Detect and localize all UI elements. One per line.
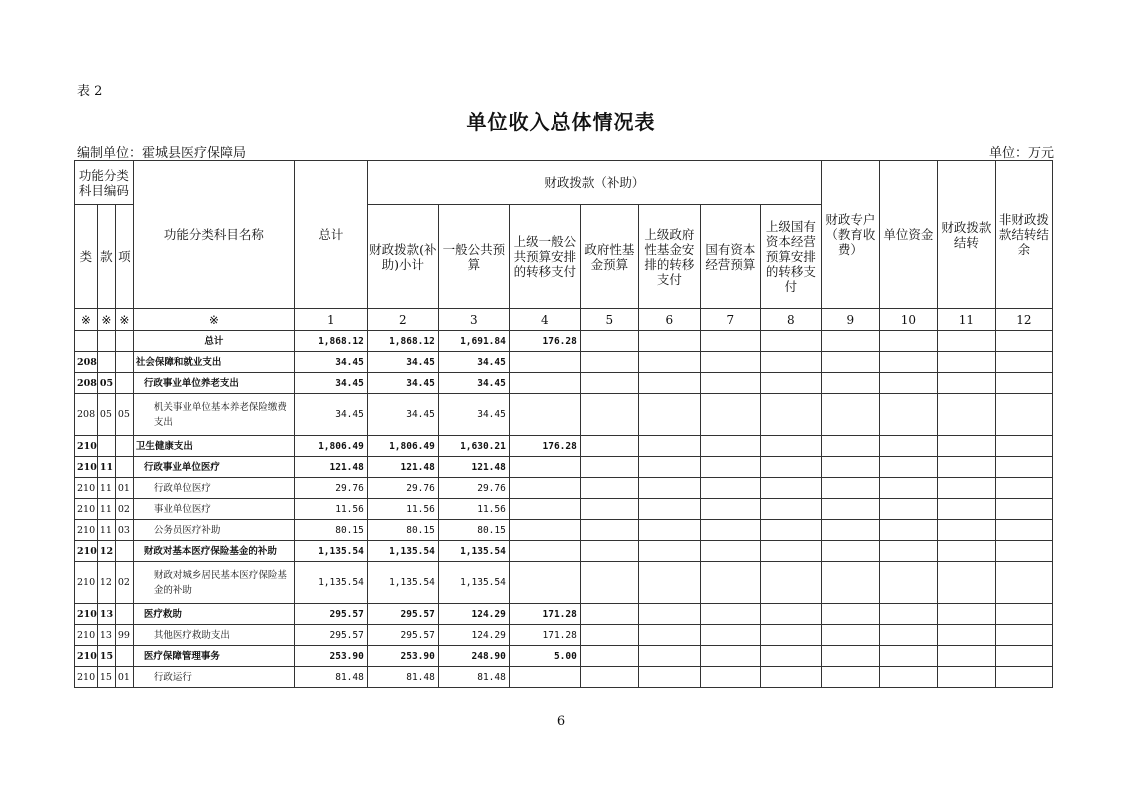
kuan-cell: 11 <box>97 520 115 541</box>
empty-cell <box>580 478 638 499</box>
page-title: 单位收入总体情况表 <box>466 110 656 134</box>
lei-cell: 208 <box>75 373 98 394</box>
sym-cell: 10 <box>879 309 937 331</box>
empty-cell <box>760 457 821 478</box>
empty-cell <box>937 436 995 457</box>
empty-cell <box>638 499 700 520</box>
kuan-cell: 05 <box>97 394 115 436</box>
total-cell: 34.45 <box>294 352 367 373</box>
empty-cell <box>638 562 700 604</box>
empty-cell <box>879 352 937 373</box>
empty-cell <box>995 625 1052 646</box>
empty-cell <box>700 520 760 541</box>
item-name-cell: 行政单位医疗 <box>133 478 294 499</box>
item-name-cell: 公务员医疗补助 <box>133 520 294 541</box>
table-row <box>75 373 1053 394</box>
lei-cell: 210 <box>75 562 98 604</box>
upper-general-cell: 176.28 <box>509 436 580 457</box>
kuan-cell: 12 <box>97 541 115 562</box>
fiscal-subtotal-cell: 121.48 <box>367 457 438 478</box>
lei-cell: 208 <box>75 394 98 436</box>
empty-cell <box>879 373 937 394</box>
kuan-cell: 13 <box>97 625 115 646</box>
kuan-cell: 11 <box>97 457 115 478</box>
upper-general-cell: 171.28 <box>509 625 580 646</box>
total-cell: 34.45 <box>294 373 367 394</box>
xiang-cell <box>115 457 133 478</box>
empty-cell <box>638 625 700 646</box>
empty-cell <box>638 646 700 667</box>
table-row <box>75 625 1053 646</box>
general-budget-cell: 29.76 <box>438 478 509 499</box>
fiscal-subtotal-cell: 34.45 <box>367 373 438 394</box>
unit-label: 单位：万元 <box>989 146 1055 161</box>
empty-cell <box>760 646 821 667</box>
total-cell: 1,868.12 <box>294 331 367 352</box>
empty-cell <box>760 394 821 436</box>
kuan-cell: 12 <box>97 562 115 604</box>
xiang-cell <box>115 352 133 373</box>
empty-cell <box>760 352 821 373</box>
empty-cell <box>638 352 700 373</box>
total-cell: 34.45 <box>294 394 367 436</box>
empty-cell <box>995 562 1052 604</box>
nonfiscal-carry-header: 非财政拨款结转结余 <box>995 161 1052 309</box>
empty-cell <box>580 436 638 457</box>
kuan-cell <box>97 331 115 352</box>
table-row <box>75 541 1053 562</box>
empty-cell <box>580 646 638 667</box>
empty-cell <box>638 604 700 625</box>
empty-cell <box>580 499 638 520</box>
total-cell: 80.15 <box>294 520 367 541</box>
item-name-cell: 事业单位医疗 <box>133 499 294 520</box>
upper-general-header: 上级一般公共预算安排的转移支付 <box>509 205 580 309</box>
upper-fund-header: 上级政府性基金安排的转移支付 <box>638 205 700 309</box>
unit-funds-header: 单位资金 <box>879 161 937 309</box>
item-name-cell: 其他医疗救助支出 <box>133 625 294 646</box>
upper-general-cell: 5.00 <box>509 646 580 667</box>
general-budget-header: 一般公共预算 <box>438 205 509 309</box>
upper-general-cell <box>509 394 580 436</box>
xiang-cell: 03 <box>115 520 133 541</box>
empty-cell <box>700 499 760 520</box>
empty-cell <box>700 562 760 604</box>
empty-cell <box>879 625 937 646</box>
sym-cell: ※ <box>75 309 98 331</box>
lei-header: 类 <box>75 205 98 309</box>
total-cell: 1,135.54 <box>294 562 367 604</box>
item-name-cell: 卫生健康支出 <box>133 436 294 457</box>
state-capital-header: 国有资本经营预算 <box>700 205 760 309</box>
xiang-cell: 05 <box>115 394 133 436</box>
empty-cell <box>580 352 638 373</box>
general-budget-cell: 248.90 <box>438 646 509 667</box>
total-cell: 1,806.49 <box>294 436 367 457</box>
kuan-cell: 11 <box>97 499 115 520</box>
sym-cell: 11 <box>937 309 995 331</box>
empty-cell <box>879 457 937 478</box>
total-cell: 29.76 <box>294 478 367 499</box>
kuan-header: 款 <box>97 205 115 309</box>
sym-cell: ※ <box>133 309 294 331</box>
table-row <box>75 562 1053 604</box>
org-label: 编制单位：霍城县医疗保障局 <box>77 146 247 161</box>
table-row <box>75 604 1053 625</box>
upper-general-cell: 171.28 <box>509 604 580 625</box>
empty-cell <box>638 541 700 562</box>
sym-cell: 4 <box>509 309 580 331</box>
symbol-row <box>75 309 1053 331</box>
sym-cell: 2 <box>367 309 438 331</box>
xiang-cell: 01 <box>115 478 133 499</box>
fiscal-carry-header: 财政拨款结转 <box>937 161 995 309</box>
empty-cell <box>580 562 638 604</box>
table-label: 表 2 <box>77 84 103 99</box>
empty-cell <box>995 331 1052 352</box>
general-budget-cell: 34.45 <box>438 394 509 436</box>
sym-cell: ※ <box>115 309 133 331</box>
empty-cell <box>638 667 700 688</box>
xiang-header: 项 <box>115 205 133 309</box>
empty-cell <box>937 373 995 394</box>
upper-general-cell <box>509 478 580 499</box>
general-budget-cell: 34.45 <box>438 373 509 394</box>
xiang-cell <box>115 436 133 457</box>
total-cell: 295.57 <box>294 625 367 646</box>
empty-cell <box>638 457 700 478</box>
gov-fund-header: 政府性基金预算 <box>580 205 638 309</box>
general-budget-cell: 81.48 <box>438 667 509 688</box>
kuan-cell: 15 <box>97 646 115 667</box>
xiang-cell <box>115 646 133 667</box>
page-number: 6 <box>556 714 566 729</box>
general-budget-cell: 1,630.21 <box>438 436 509 457</box>
upper-general-cell <box>509 667 580 688</box>
empty-cell <box>937 331 995 352</box>
empty-cell <box>937 478 995 499</box>
total-header: 总计 <box>294 161 367 309</box>
sym-cell: 6 <box>638 309 700 331</box>
sym-cell: 9 <box>821 309 879 331</box>
item-name-cell: 社会保障和就业支出 <box>133 352 294 373</box>
upper-general-cell <box>509 457 580 478</box>
empty-cell <box>760 541 821 562</box>
fiscal-subtotal-cell: 295.57 <box>367 604 438 625</box>
kuan-cell: 15 <box>97 667 115 688</box>
sym-cell: ※ <box>97 309 115 331</box>
empty-cell <box>995 478 1052 499</box>
general-budget-cell: 11.56 <box>438 499 509 520</box>
lei-cell: 210 <box>75 478 98 499</box>
total-cell: 1,135.54 <box>294 541 367 562</box>
empty-cell <box>937 604 995 625</box>
empty-cell <box>700 625 760 646</box>
kuan-cell: 05 <box>97 373 115 394</box>
lei-cell: 210 <box>75 457 98 478</box>
upper-general-cell: 176.28 <box>509 331 580 352</box>
empty-cell <box>821 646 879 667</box>
kuan-cell <box>97 436 115 457</box>
empty-cell <box>995 646 1052 667</box>
empty-cell <box>821 499 879 520</box>
lei-cell: 210 <box>75 520 98 541</box>
empty-cell <box>937 499 995 520</box>
fiscal-subtotal-cell: 1,135.54 <box>367 562 438 604</box>
empty-cell <box>937 625 995 646</box>
empty-cell <box>760 667 821 688</box>
general-budget-cell: 1,691.84 <box>438 331 509 352</box>
sym-cell: 8 <box>760 309 821 331</box>
kuan-cell <box>97 352 115 373</box>
table-body <box>75 331 1053 688</box>
empty-cell <box>821 373 879 394</box>
lei-cell: 210 <box>75 625 98 646</box>
total-cell: 295.57 <box>294 604 367 625</box>
empty-cell <box>700 436 760 457</box>
empty-cell <box>580 667 638 688</box>
empty-cell <box>937 394 995 436</box>
empty-cell <box>580 625 638 646</box>
general-budget-cell: 34.45 <box>438 352 509 373</box>
empty-cell <box>638 520 700 541</box>
lei-cell: 210 <box>75 667 98 688</box>
empty-cell <box>995 499 1052 520</box>
item-name-cell: 行政运行 <box>133 667 294 688</box>
empty-cell <box>760 436 821 457</box>
lei-cell: 210 <box>75 436 98 457</box>
fiscal-subtotal-cell: 253.90 <box>367 646 438 667</box>
empty-cell <box>995 457 1052 478</box>
item-name-cell: 财政对城乡居民基本医疗保险基金的补助 <box>133 562 294 604</box>
xiang-cell: 02 <box>115 562 133 604</box>
empty-cell <box>995 541 1052 562</box>
empty-cell <box>700 646 760 667</box>
fiscal-subtotal-cell: 29.76 <box>367 478 438 499</box>
empty-cell <box>580 604 638 625</box>
xiang-cell <box>115 331 133 352</box>
empty-cell <box>700 541 760 562</box>
empty-cell <box>700 667 760 688</box>
empty-cell <box>638 478 700 499</box>
general-budget-cell: 121.48 <box>438 457 509 478</box>
empty-cell <box>879 604 937 625</box>
fiscal-subtotal-cell: 1,868.12 <box>367 331 438 352</box>
xiang-cell: 99 <box>115 625 133 646</box>
table-row <box>75 394 1053 436</box>
fiscal-subtotal-header: 财政拨款(补助)小计 <box>367 205 438 309</box>
empty-cell <box>821 667 879 688</box>
empty-cell <box>995 373 1052 394</box>
empty-cell <box>995 520 1052 541</box>
empty-cell <box>821 436 879 457</box>
empty-cell <box>760 331 821 352</box>
empty-cell <box>937 667 995 688</box>
upper-general-cell <box>509 352 580 373</box>
empty-cell <box>879 331 937 352</box>
empty-cell <box>638 436 700 457</box>
table-row <box>75 499 1053 520</box>
fiscal-subtotal-cell: 11.56 <box>367 499 438 520</box>
sym-cell: 12 <box>995 309 1052 331</box>
table-row <box>75 478 1053 499</box>
lei-cell: 210 <box>75 541 98 562</box>
item-name-cell: 财政对基本医疗保险基金的补助 <box>133 541 294 562</box>
xiang-cell <box>115 541 133 562</box>
table-row <box>75 520 1053 541</box>
upper-general-cell <box>509 562 580 604</box>
fiscal-subtotal-cell: 80.15 <box>367 520 438 541</box>
table-row <box>75 352 1053 373</box>
fiscal-special-header: 财政专户（教育收费） <box>821 161 879 309</box>
kuan-cell: 13 <box>97 604 115 625</box>
empty-cell <box>821 520 879 541</box>
lei-cell <box>75 331 98 352</box>
empty-cell <box>879 436 937 457</box>
sym-cell: 7 <box>700 309 760 331</box>
table-row <box>75 331 1053 352</box>
empty-cell <box>821 331 879 352</box>
empty-cell <box>760 625 821 646</box>
general-budget-cell: 124.29 <box>438 625 509 646</box>
item-name-cell: 行政事业单位医疗 <box>133 457 294 478</box>
table-row <box>75 457 1053 478</box>
empty-cell <box>937 520 995 541</box>
empty-cell <box>700 478 760 499</box>
empty-cell <box>995 394 1052 436</box>
general-budget-cell: 80.15 <box>438 520 509 541</box>
fiscal-subtotal-cell: 34.45 <box>367 352 438 373</box>
empty-cell <box>879 499 937 520</box>
empty-cell <box>700 394 760 436</box>
empty-cell <box>821 541 879 562</box>
empty-cell <box>995 352 1052 373</box>
xiang-cell <box>115 604 133 625</box>
empty-cell <box>995 436 1052 457</box>
empty-cell <box>879 646 937 667</box>
fiscal-subtotal-cell: 81.48 <box>367 667 438 688</box>
empty-cell <box>760 604 821 625</box>
fiscal-subtotal-cell: 34.45 <box>367 394 438 436</box>
empty-cell <box>879 667 937 688</box>
upper-general-cell <box>509 520 580 541</box>
func-code-header: 功能分类科目编码 <box>75 161 134 205</box>
empty-cell <box>937 646 995 667</box>
sym-cell: 5 <box>580 309 638 331</box>
general-budget-cell: 1,135.54 <box>438 541 509 562</box>
kuan-cell: 11 <box>97 478 115 499</box>
income-table <box>74 160 1053 688</box>
empty-cell <box>937 457 995 478</box>
fiscal-subtotal-cell: 1,806.49 <box>367 436 438 457</box>
empty-cell <box>580 541 638 562</box>
empty-cell <box>995 604 1052 625</box>
empty-cell <box>760 478 821 499</box>
empty-cell <box>700 352 760 373</box>
upper-state-header: 上级国有资本经营预算安排的转移支付 <box>760 205 821 309</box>
empty-cell <box>638 394 700 436</box>
item-name-cell: 总计 <box>133 331 294 352</box>
xiang-cell: 01 <box>115 667 133 688</box>
total-cell: 121.48 <box>294 457 367 478</box>
empty-cell <box>821 394 879 436</box>
empty-cell <box>937 541 995 562</box>
sym-cell: 1 <box>294 309 367 331</box>
empty-cell <box>821 457 879 478</box>
upper-general-cell <box>509 373 580 394</box>
xiang-cell <box>115 373 133 394</box>
empty-cell <box>700 604 760 625</box>
empty-cell <box>580 457 638 478</box>
fiscal-subtotal-cell: 295.57 <box>367 625 438 646</box>
item-name-cell: 医疗救助 <box>133 604 294 625</box>
empty-cell <box>580 520 638 541</box>
empty-cell <box>760 499 821 520</box>
empty-cell <box>821 478 879 499</box>
empty-cell <box>638 331 700 352</box>
empty-cell <box>760 373 821 394</box>
empty-cell <box>937 562 995 604</box>
empty-cell <box>879 541 937 562</box>
empty-cell <box>879 562 937 604</box>
empty-cell <box>700 373 760 394</box>
fiscal-subtotal-cell: 1,135.54 <box>367 541 438 562</box>
item-name-cell: 医疗保障管理事务 <box>133 646 294 667</box>
empty-cell <box>879 394 937 436</box>
item-name-cell: 行政事业单位养老支出 <box>133 373 294 394</box>
empty-cell <box>760 562 821 604</box>
upper-general-cell <box>509 499 580 520</box>
empty-cell <box>580 394 638 436</box>
empty-cell <box>821 625 879 646</box>
lei-cell: 210 <box>75 499 98 520</box>
table-header <box>75 161 1053 331</box>
empty-cell <box>879 478 937 499</box>
sym-cell: 3 <box>438 309 509 331</box>
empty-cell <box>700 457 760 478</box>
lei-cell: 210 <box>75 604 98 625</box>
table-row <box>75 667 1053 688</box>
total-cell: 11.56 <box>294 499 367 520</box>
total-cell: 253.90 <box>294 646 367 667</box>
table-row <box>75 436 1053 457</box>
empty-cell <box>700 331 760 352</box>
empty-cell <box>638 373 700 394</box>
empty-cell <box>879 520 937 541</box>
func-name-header: 功能分类科目名称 <box>133 161 294 309</box>
empty-cell <box>760 520 821 541</box>
general-budget-cell: 124.29 <box>438 604 509 625</box>
empty-cell <box>580 373 638 394</box>
empty-cell <box>821 604 879 625</box>
empty-cell <box>821 352 879 373</box>
general-budget-cell: 1,135.54 <box>438 562 509 604</box>
item-name-cell: 机关事业单位基本养老保险缴费支出 <box>133 394 294 436</box>
empty-cell <box>821 562 879 604</box>
empty-cell <box>995 667 1052 688</box>
empty-cell <box>580 331 638 352</box>
fiscal-group-header: 财政拨款（补助） <box>367 161 821 205</box>
lei-cell: 210 <box>75 646 98 667</box>
empty-cell <box>937 352 995 373</box>
upper-general-cell <box>509 541 580 562</box>
xiang-cell: 02 <box>115 499 133 520</box>
table-row <box>75 646 1053 667</box>
total-cell: 81.48 <box>294 667 367 688</box>
lei-cell: 208 <box>75 352 98 373</box>
